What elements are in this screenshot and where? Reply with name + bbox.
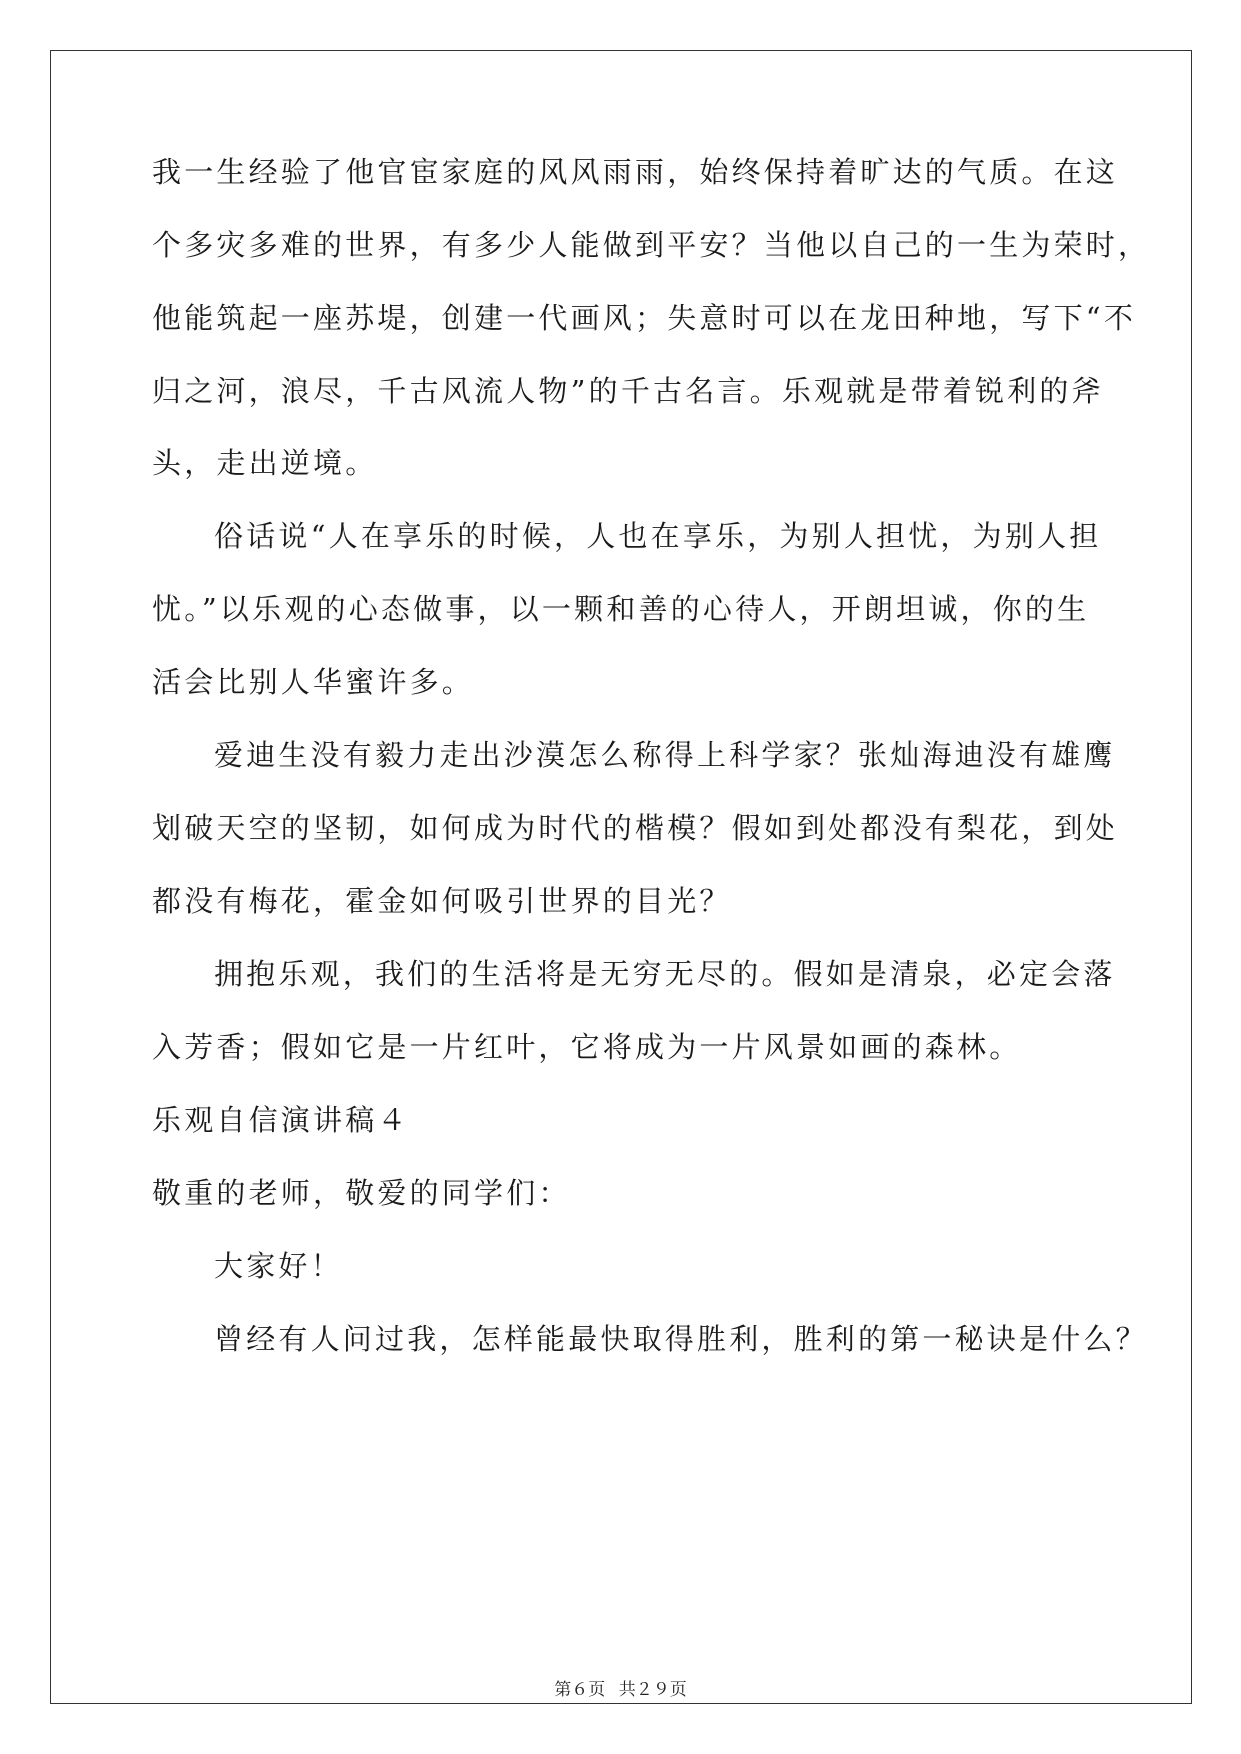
paragraph-start: 爱迪生没有毅力走出沙漠怎么称得上科学家？张灿海迪没有雄鹰 <box>214 738 1116 772</box>
text-line: 都没有梅花，霍金如何吸引世界的目光？ <box>152 884 732 918</box>
page-footer <box>0 1678 1241 1702</box>
greeting: 大家好！ <box>214 1249 343 1283</box>
salutation: 敬重的老师，敬爱的同学们： <box>152 1176 571 1210</box>
page-total: 共２９页 <box>618 1680 687 1700</box>
page-number: 第６页 <box>554 1680 606 1700</box>
text-line: 我一生经验了他官宦家庭的风风雨雨，始终保持着旷达的气质。在这 <box>152 155 1119 189</box>
text-line: 他能筑起一座苏堤，创建一代画风；失意时可以在龙田种地，写下“不 <box>152 301 1137 335</box>
text-line: 忧。”以乐观的心态做事，以一颗和善的心待人，开朗坦诚，你的生 <box>152 592 1090 626</box>
paragraph-start: 曾经有人问过我，怎样能最快取得胜利，胜利的第一秘诀是什么？ <box>214 1322 1148 1356</box>
paragraph-start: 拥抱乐观，我们的生活将是无穷无尽的。假如是清泉，必定会落 <box>214 957 1116 991</box>
text-line: 个多灾多难的世界，有多少人能做到平安？当他以自己的一生为荣时， <box>152 228 1151 262</box>
paragraph-start: 俗话说“人在享乐的时候，人也在享乐，为别人担忧，为别人担 <box>214 519 1102 553</box>
text-line: 划破天空的坚韧，如何成为时代的楷模？假如到处都没有梨花，到处 <box>152 811 1119 845</box>
text-line: 入芳香；假如它是一片红叶，它将成为一片风景如画的森林。 <box>152 1030 1022 1064</box>
section-heading: 乐观自信演讲稿４ <box>152 1103 410 1137</box>
text-line: 活会比别人华蜜许多。 <box>152 665 475 699</box>
text-line: 归之河，浪尽，千古风流人物”的千古名言。乐观就是带着锐利的斧 <box>152 374 1104 408</box>
text-line: 头，走出逆境。 <box>152 446 378 480</box>
